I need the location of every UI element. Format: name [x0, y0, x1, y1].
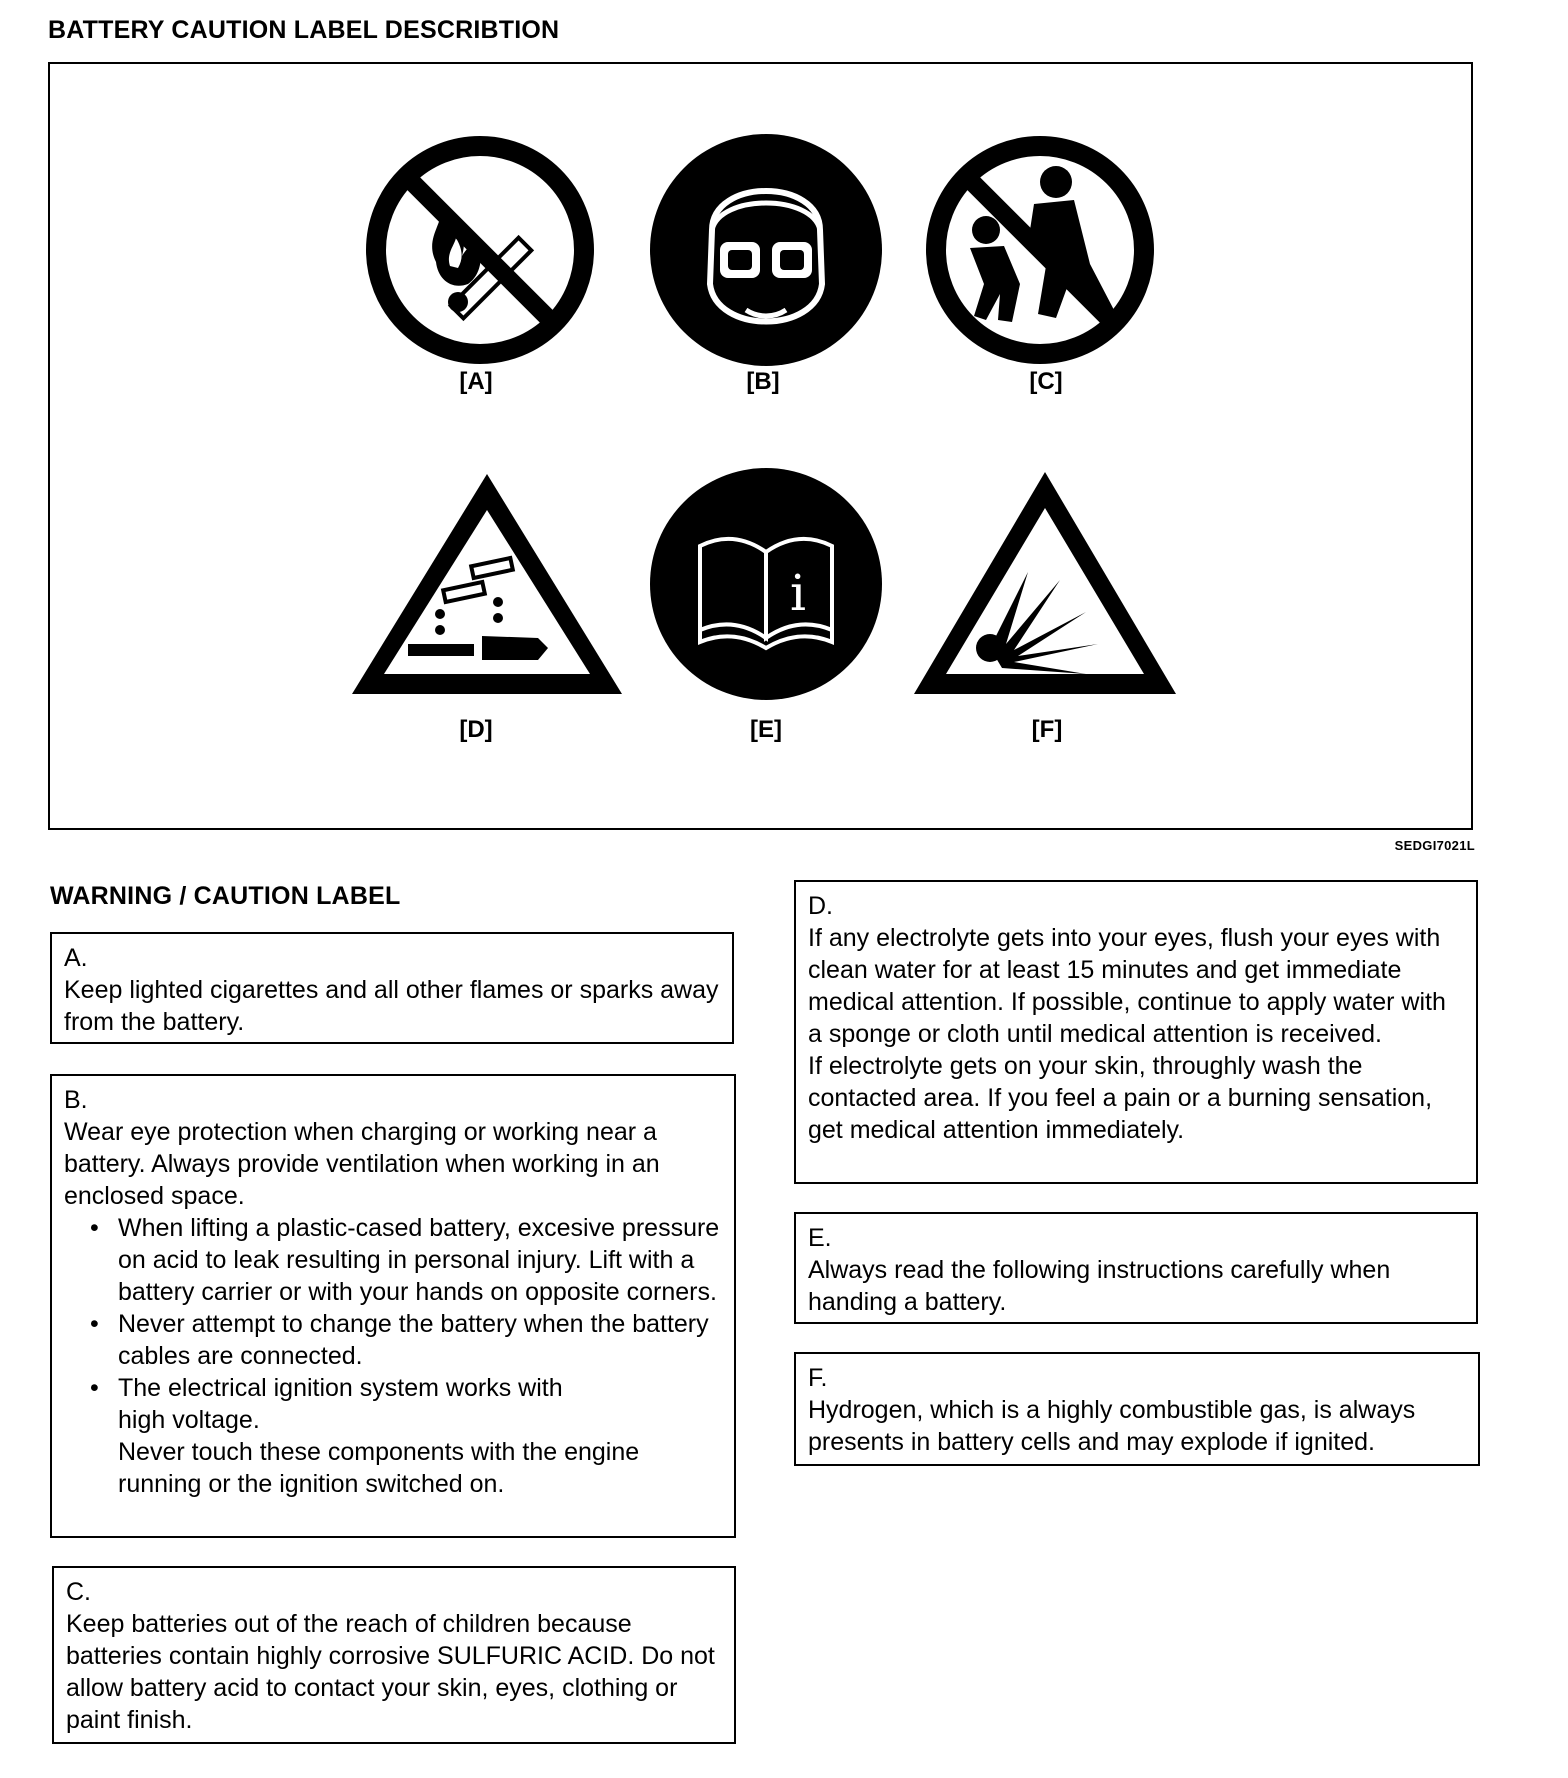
box-text: Always read the following instructions carefully when handing a battery. — [808, 1256, 1391, 1316]
caution-box-a — [50, 932, 734, 1044]
list-item-note: Never touch these components with the engine running or the ignition switched on. — [118, 1438, 640, 1498]
list-item — [118, 1372, 722, 1500]
box-text-2: If electrolyte gets on your skin, throughly wash the contacted area. If you feel a pain or a burning sensation, get medical attention immediately. — [808, 1052, 1433, 1144]
sign-label-f: [F] — [1031, 716, 1063, 743]
page-title: BATTERY CAUTION LABEL DESCRIBTION — [48, 16, 560, 44]
explosive-gas-icon — [910, 468, 1180, 700]
caution-box-c — [52, 1566, 736, 1744]
box-letter: F. — [808, 1364, 828, 1392]
box-text: Keep batteries out of the reach of children because batteries contain highly corrosive SULFURIC ACID. Do not allow battery acid to contact your skin, eyes, clothing or paint finish. — [66, 1610, 715, 1734]
box-letter: C. — [66, 1578, 91, 1606]
section-title: WARNING / CAUTION LABEL — [50, 882, 401, 910]
list-item: • Never attempt to change the battery when the battery cables are connected. — [118, 1308, 722, 1372]
keep-away-children-icon — [924, 134, 1156, 366]
sign-label-a: [A] — [459, 368, 493, 395]
read-instructions-icon — [650, 468, 882, 700]
svg-text:i: i — [790, 564, 806, 622]
sign-label-c: [C] — [1029, 368, 1063, 395]
list-item-text: • The electrical ignition system works with high voltage. — [118, 1374, 563, 1434]
corrosive-acid-icon — [348, 468, 626, 700]
sign-label-e: [E] — [750, 716, 782, 743]
box-letter: D. — [808, 892, 833, 920]
caution-box-f — [794, 1352, 1480, 1466]
no-flames-smoking-icon — [364, 134, 596, 366]
box-letter: A. — [64, 944, 88, 972]
bullet-list — [64, 1212, 722, 1500]
list-item: • When lifting a plastic-cased battery, excesive pressure on acid to leak resulting in personal injury. Lift with a battery carrier or with your hands on opposite corners. — [118, 1212, 722, 1308]
box-text: If any electrolyte gets into your eyes, flush your eyes with clean water for at least 15 minutes and get immediate medical attention. If possible, continue to apply water with a sponge or cloth until medical attention is received. — [808, 924, 1446, 1048]
sign-label-d: [D] — [459, 716, 493, 743]
box-text: Hydrogen, which is a highly combustible gas, is always presents in battery cells and may explode if ignited. — [808, 1396, 1416, 1456]
box-letter: B. — [64, 1086, 88, 1114]
caution-box-b — [50, 1074, 736, 1538]
eye-protection-icon — [650, 134, 882, 366]
sign-label-b: [B] — [746, 368, 780, 395]
box-text: Wear eye protection when charging or working near a battery. Always provide ventilation when working in an enclosed space. — [64, 1118, 660, 1210]
caution-box-e — [794, 1212, 1478, 1324]
box-text: Keep lighted cigarettes and all other flames or sparks away from the battery. — [64, 976, 719, 1036]
box-letter: E. — [808, 1224, 832, 1252]
figure-code: SEDGI7021L — [1394, 838, 1475, 853]
caution-box-d — [794, 880, 1478, 1184]
